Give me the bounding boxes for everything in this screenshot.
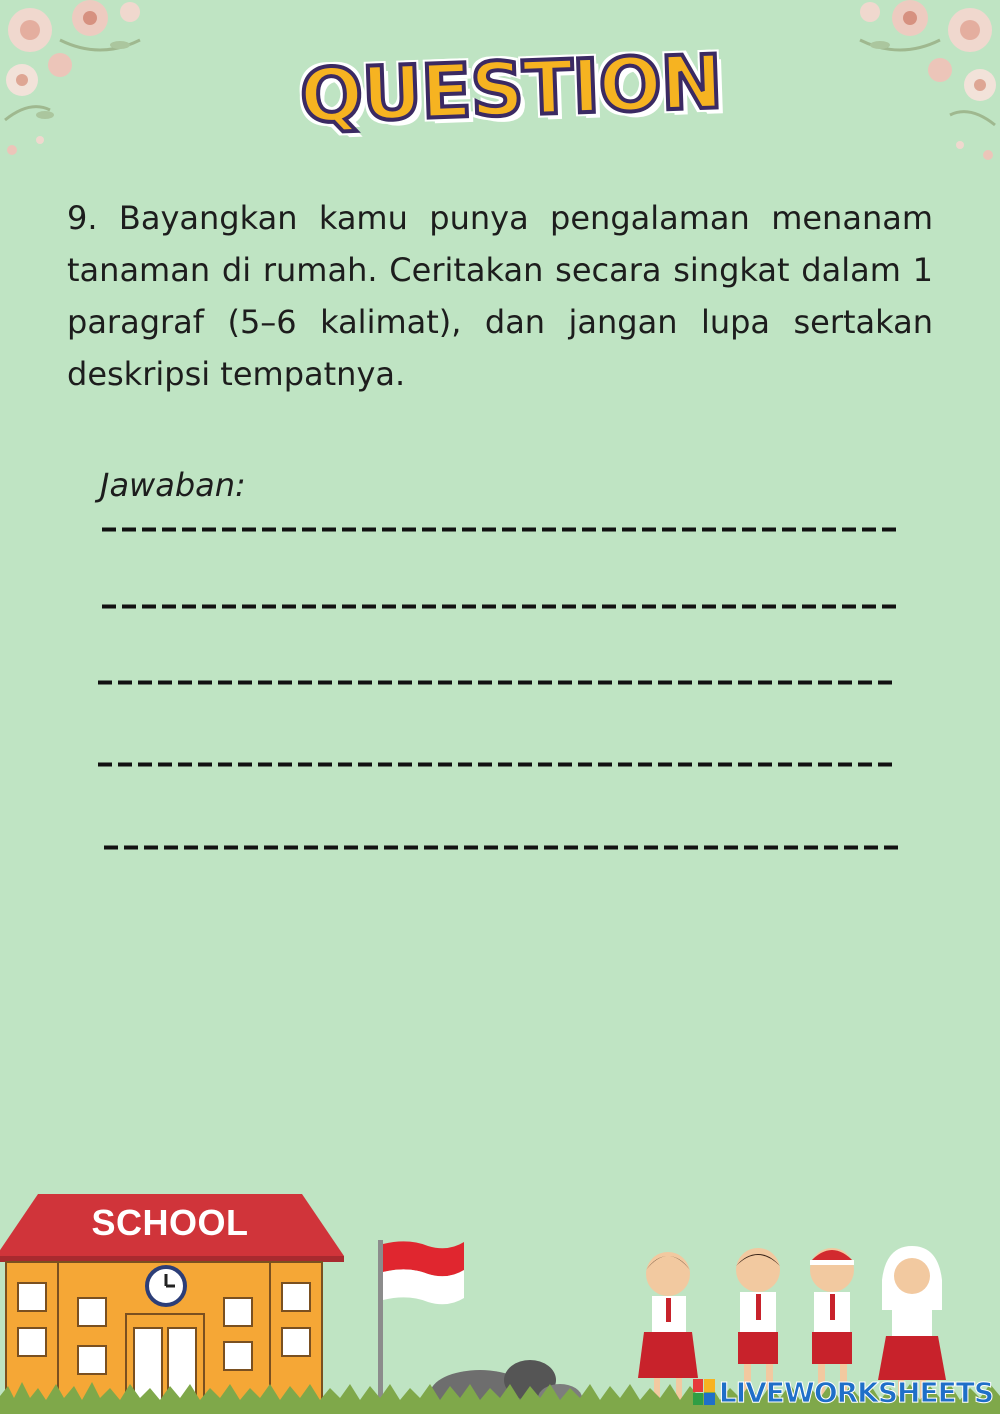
answer-line[interactable] [102, 604, 900, 609]
answer-line[interactable] [98, 680, 898, 685]
watermark-text: LIVEWORKSHEETS [718, 1375, 993, 1409]
answer-line[interactable] [102, 527, 902, 532]
page-title: QUESTION [298, 39, 724, 140]
title-banner [298, 39, 724, 140]
answer-line[interactable] [98, 762, 898, 767]
answer-label: Jawaban: [100, 466, 246, 504]
flower-corner-decoration [830, 0, 1000, 180]
liveworksheets-logo-icon [693, 1379, 715, 1405]
liveworksheets-watermark[interactable] [693, 1374, 993, 1410]
answer-line[interactable] [104, 845, 904, 850]
flower-corner-decoration [0, 0, 170, 180]
question-text: 9. Bayangkan kamu punya pengalaman menanam tanaman di rumah. Ceritakan secara singkat dalam 1 paragraf (5–6 kalimat), dan jangan lupa sertakan deskripsi tempatnya. [67, 199, 933, 393]
school-sign-text: SCHOOL [91, 1202, 249, 1243]
